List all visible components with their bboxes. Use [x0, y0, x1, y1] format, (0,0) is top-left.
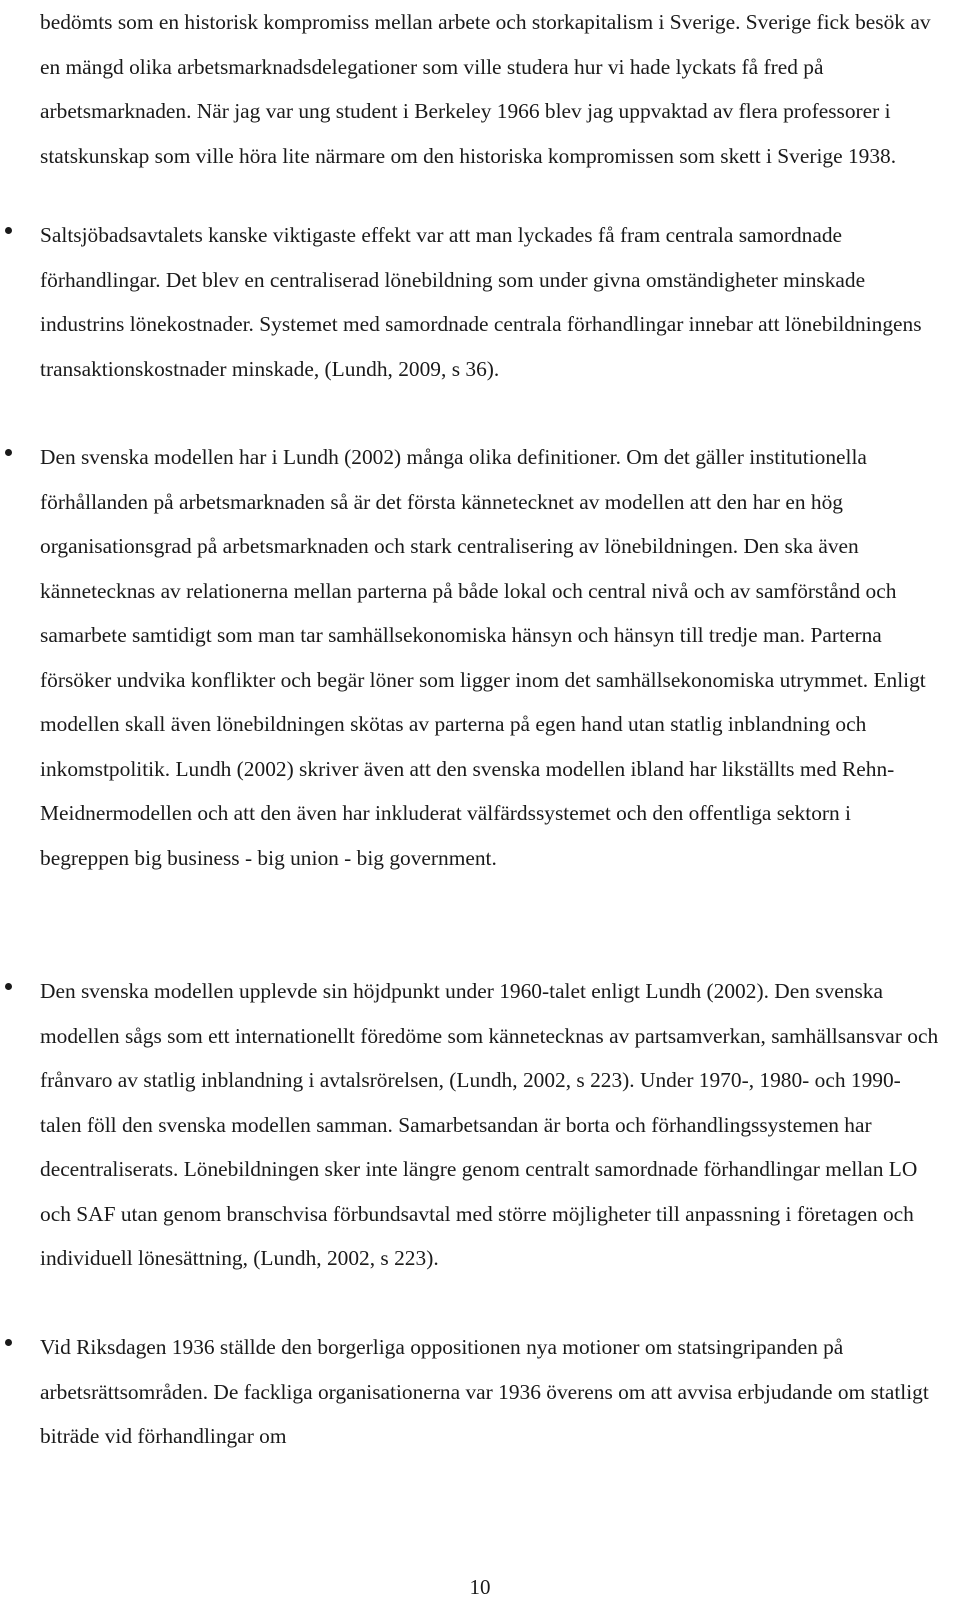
bullet-icon: [5, 1339, 12, 1346]
bullet-paragraph-3: Den svenska modellen upplevde sin höjdpunkt under 1960-talet enligt Lundh (2002). Den svenska modellen sågs som ett internationellt föredöme som kännetecknas av partsamverkan, samhällsansvar och frånvaro av statlig inblandning i avtalsrörelsen, (Lundh, 2002, s 223). Under 1970-, 1980- och 1990-talen föll den svenska modellen samman. Samarbetsandan är borta och förhandlingssystemen har decentraliserats. Lönebildningen sker inte längre genom centralt samordnade förhandlingar mellan LO och SAF utan genom branschvisa förbundsavtal med större möjligheter till anpassning i företagen och individuell lönesättning, (Lundh, 2002, s 223).: [40, 979, 939, 1270]
bullet-paragraph-4: Vid Riksdagen 1936 ställde den borgerliga oppositionen nya motioner om statsingripanden på arbetsrättsområden. De fackliga organisationerna var 1936 överens om att avvisa erbjudande om statligt biträde vid förhandlingar om: [40, 1335, 929, 1448]
bullet-icon: [5, 449, 12, 456]
bullet-paragraph-2: Den svenska modellen har i Lundh (2002) många olika definitioner. Om det gäller institutionella förhållanden på arbetsmarknaden så är det första kännetecknet av modellen att den har en hög organisationsgrad på arbetsmarknaden och stark centralisering av lönebildningen. Den ska även kännetecknas av relationerna mellan parterna på både lokal och central nivå och av samförstånd och samarbete samtidigt som man tar samhällsekonomiska hänsyn och hänsyn till tredje man. Parterna försöker undvika konflikter och begär löner som ligger inom det samhällsekonomiska utrymmet. Enligt modellen skall även lönebildningen skötas av parterna på egen hand utan statlig inblandning och inkomstpolitik. Lundh (2002) skriver även att den svenska modellen ibland har likställts med Rehn-Meidnermodellen och att den även har inkluderat välfärdssystemet och den offentliga sektorn i begreppen big business - big union - big government.: [40, 445, 926, 870]
continuation-paragraph: bedömts som en historisk kompromiss mellan arbete och storkapitalism i Sverige. Sverige fick besök av en mängd olika arbetsmarknadsdelegationer som ville studera hur vi hade lyckats få fred på arbetsmarknaden. När jag var ung student i Berkeley 1966 blev jag uppvaktad av flera professorer i statskunskap som ville höra lite närmare om den historiska kompromissen som skett i Sverige 1938.: [40, 10, 931, 168]
bullet-paragraph-1: Saltsjöbadsavtalets kanske viktigaste effekt var att man lyckades få fram centrala samordnade förhandlingar. Det blev en centraliserad lönebildning som under givna omständigheter minskade industrins lönekostnader. Systemet med samordnade centrala förhandlingar innebar att lönebildningens transaktionskostnader minskade, (Lundh, 2009, s 36).: [40, 223, 922, 381]
bullet-icon: [5, 983, 12, 990]
bullet-icon: [5, 227, 12, 234]
page-number: 10: [469, 1575, 491, 1599]
